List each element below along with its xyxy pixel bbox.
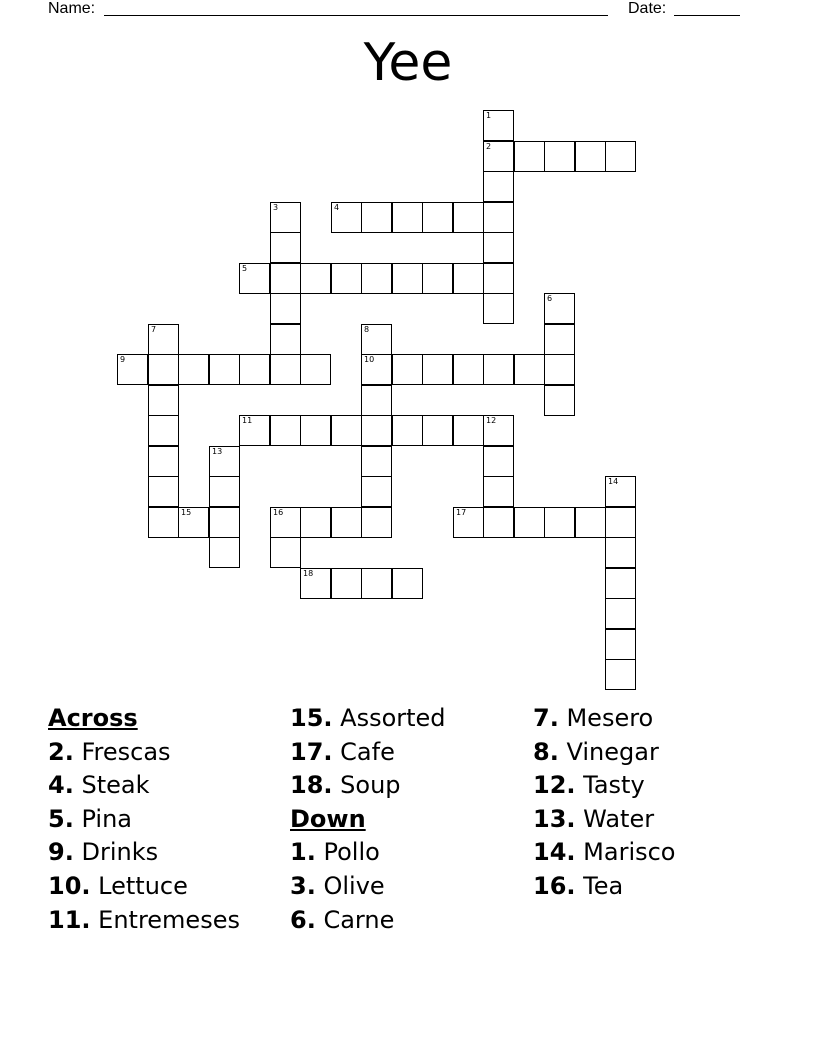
grid-cell[interactable] (361, 324, 392, 355)
grid-cell[interactable] (605, 507, 636, 538)
clue-text: Cafe (340, 737, 395, 766)
clue-text: Tea (583, 871, 624, 900)
grid-cell[interactable] (605, 659, 636, 690)
clue-across-15 (290, 702, 540, 736)
cell-number: 15 (181, 508, 192, 517)
cell-number: 9 (120, 355, 126, 364)
grid-cell[interactable] (331, 507, 362, 538)
grid-cell[interactable] (575, 507, 606, 538)
clue-down-16 (533, 870, 783, 904)
cell-number: 17 (456, 508, 467, 517)
grid-cell[interactable] (209, 354, 240, 385)
clue-text: Carne (323, 905, 395, 934)
cell-number: 18 (303, 569, 314, 578)
grid-cell[interactable] (483, 476, 514, 507)
clue-column-1 (48, 702, 298, 937)
grid-cell[interactable] (361, 476, 392, 507)
clue-across-10 (48, 870, 298, 904)
grid-cell[interactable] (361, 385, 392, 416)
grid-cell[interactable] (544, 141, 575, 172)
grid-cell[interactable] (270, 263, 301, 294)
clue-down-6 (290, 904, 540, 938)
clue-number: 11. (48, 905, 91, 934)
cell-number: 1 (486, 111, 492, 120)
grid-cell[interactable] (453, 415, 484, 446)
clue-number: 5. (48, 804, 74, 833)
grid-cell[interactable] (361, 263, 392, 294)
grid-cell[interactable] (575, 141, 606, 172)
clue-number: 15. (290, 704, 333, 732)
clue-number: 16. (533, 871, 576, 900)
date-label: Date: (628, 0, 667, 17)
grid-cell[interactable] (361, 446, 392, 477)
clue-text: Pina (81, 804, 132, 833)
clue-number: 6. (290, 905, 316, 934)
cell-number: 8 (364, 325, 370, 334)
grid-cell[interactable] (483, 202, 514, 233)
grid-cell[interactable] (483, 446, 514, 477)
clue-number: 10. (48, 871, 91, 900)
clue-across-5 (48, 803, 298, 837)
grid-cell[interactable] (422, 354, 453, 385)
grid-cell[interactable] (544, 293, 575, 324)
grid-cell[interactable] (300, 263, 331, 294)
clue-number: 7. (533, 704, 559, 732)
grid-cell[interactable] (361, 354, 392, 385)
cell-number: 4 (334, 203, 340, 212)
grid-cell[interactable] (239, 415, 270, 446)
grid-cell[interactable] (270, 293, 301, 324)
grid-cell[interactable] (453, 354, 484, 385)
grid-cell[interactable] (392, 354, 423, 385)
grid-cell[interactable] (605, 141, 636, 172)
grid-cell[interactable] (270, 232, 301, 263)
clue-across-17 (290, 736, 540, 770)
clue-number: 8. (533, 737, 559, 766)
grid-cell[interactable] (392, 415, 423, 446)
grid-cell[interactable] (605, 476, 636, 507)
clue-down-1 (290, 836, 540, 870)
grid-cell[interactable] (453, 507, 484, 538)
grid-cell[interactable] (483, 354, 514, 385)
grid-cell[interactable] (270, 537, 301, 568)
cell-number: 6 (547, 294, 553, 303)
grid-cell[interactable] (392, 568, 423, 599)
grid-cell[interactable] (544, 324, 575, 355)
grid-cell[interactable] (331, 263, 362, 294)
cell-number: 7 (151, 325, 157, 334)
grid-cell[interactable] (270, 202, 301, 233)
clue-number: 14. (533, 838, 576, 867)
grid-cell[interactable] (178, 507, 209, 538)
grid-cell[interactable] (361, 507, 392, 538)
grid-cell[interactable] (483, 110, 514, 141)
name-label: Name: (48, 0, 96, 17)
grid-cell[interactable] (148, 324, 179, 355)
cell-number: 12 (486, 416, 497, 425)
clue-text: Tasty (583, 771, 645, 800)
cell-number: 3 (273, 203, 279, 212)
clue-down-12 (533, 769, 783, 803)
grid-cell[interactable] (148, 354, 179, 385)
grid-cell[interactable] (270, 507, 301, 538)
grid-cell[interactable] (117, 354, 148, 385)
grid-cell[interactable] (605, 537, 636, 568)
clue-number: 12. (533, 771, 576, 800)
cell-number: 11 (242, 416, 253, 425)
grid-cell[interactable] (300, 568, 331, 599)
puzzle-title: Yee (363, 33, 453, 93)
grid-cell[interactable] (483, 263, 514, 294)
grid-cell[interactable] (514, 141, 545, 172)
grid-cell[interactable] (544, 507, 575, 538)
grid-cell[interactable] (239, 354, 270, 385)
clue-text: Water (583, 804, 655, 833)
clue-number: 9. (48, 838, 74, 867)
clue-text: Steak (81, 771, 150, 800)
grid-cell[interactable] (361, 568, 392, 599)
clue-across-4 (48, 769, 298, 803)
grid-cell[interactable] (300, 507, 331, 538)
grid-cell[interactable] (148, 385, 179, 416)
clue-number: 13. (533, 804, 576, 833)
clue-number: 3. (290, 871, 316, 900)
clue-number: 1. (290, 838, 316, 867)
grid-cell[interactable] (483, 141, 514, 172)
clue-number: 18. (290, 771, 333, 800)
clue-text: Entremeses (98, 905, 240, 934)
clue-across-2 (48, 736, 298, 770)
grid-cell[interactable] (514, 507, 545, 538)
grid-cell[interactable] (453, 202, 484, 233)
grid-cell[interactable] (361, 415, 392, 446)
grid-cell[interactable] (422, 263, 453, 294)
grid-cell[interactable] (300, 415, 331, 446)
cell-number: 13 (212, 447, 223, 456)
grid-cell[interactable] (483, 415, 514, 446)
clue-down-7 (533, 702, 783, 736)
clue-across-18 (290, 769, 540, 803)
across-heading: Across (48, 704, 138, 732)
grid-cell[interactable] (148, 446, 179, 477)
grid-cell[interactable] (331, 202, 362, 233)
clue-number: 2. (48, 737, 74, 766)
clue-down-14 (533, 836, 783, 870)
grid-cell[interactable] (270, 415, 301, 446)
grid-cell[interactable] (544, 385, 575, 416)
clue-text: Marisco (583, 838, 676, 867)
grid-cell[interactable] (148, 476, 179, 507)
clue-text: Pollo (323, 838, 380, 867)
grid-cell[interactable] (209, 476, 240, 507)
cell-number: 10 (364, 355, 375, 364)
cell-number: 5 (242, 264, 248, 273)
down-heading: Down (290, 804, 366, 833)
clue-column-2 (290, 702, 540, 937)
grid-cell[interactable] (239, 263, 270, 294)
clue-down-3 (290, 870, 540, 904)
clue-number: 17. (290, 737, 333, 766)
grid-cell[interactable] (270, 324, 301, 355)
clue-text: Assorted (340, 704, 446, 732)
cell-number: 2 (486, 142, 492, 151)
grid-cell[interactable] (483, 507, 514, 538)
grid-cell[interactable] (270, 354, 301, 385)
grid-cell[interactable] (331, 415, 362, 446)
grid-cell[interactable] (209, 507, 240, 538)
clue-text: Olive (323, 871, 385, 900)
grid-cell[interactable] (544, 354, 575, 385)
clue-column-3 (533, 702, 783, 904)
grid-cell[interactable] (483, 171, 514, 202)
cell-number: 14 (608, 477, 619, 486)
clue-text: Drinks (81, 838, 159, 867)
grid-cell[interactable] (422, 202, 453, 233)
clue-text: Mesero (566, 704, 654, 732)
clue-across-9 (48, 836, 298, 870)
grid-cell[interactable] (300, 354, 331, 385)
clue-text: Soup (340, 771, 401, 800)
grid-cell[interactable] (209, 446, 240, 477)
clue-text: Vinegar (566, 737, 659, 766)
grid-cell[interactable] (392, 263, 423, 294)
grid-cell[interactable] (331, 568, 362, 599)
clue-down-8 (533, 736, 783, 770)
clue-text: Frescas (81, 737, 171, 766)
grid-cell[interactable] (483, 232, 514, 263)
grid-cell[interactable] (361, 202, 392, 233)
clue-across-11 (48, 904, 298, 938)
grid-cell[interactable] (392, 202, 423, 233)
clue-text: Lettuce (98, 871, 188, 900)
grid-cell[interactable] (514, 354, 545, 385)
cell-number: 16 (273, 508, 284, 517)
grid-cell[interactable] (605, 598, 636, 629)
clue-number: 4. (48, 771, 74, 800)
grid-cell[interactable] (178, 354, 209, 385)
grid-cell[interactable] (605, 568, 636, 599)
grid-cell[interactable] (605, 629, 636, 660)
grid-cell[interactable] (148, 507, 179, 538)
clue-down-13 (533, 803, 783, 837)
grid-cell[interactable] (453, 263, 484, 294)
grid-cell[interactable] (483, 293, 514, 324)
grid-cell[interactable] (209, 537, 240, 568)
grid-cell[interactable] (148, 415, 179, 446)
grid-cell[interactable] (422, 415, 453, 446)
